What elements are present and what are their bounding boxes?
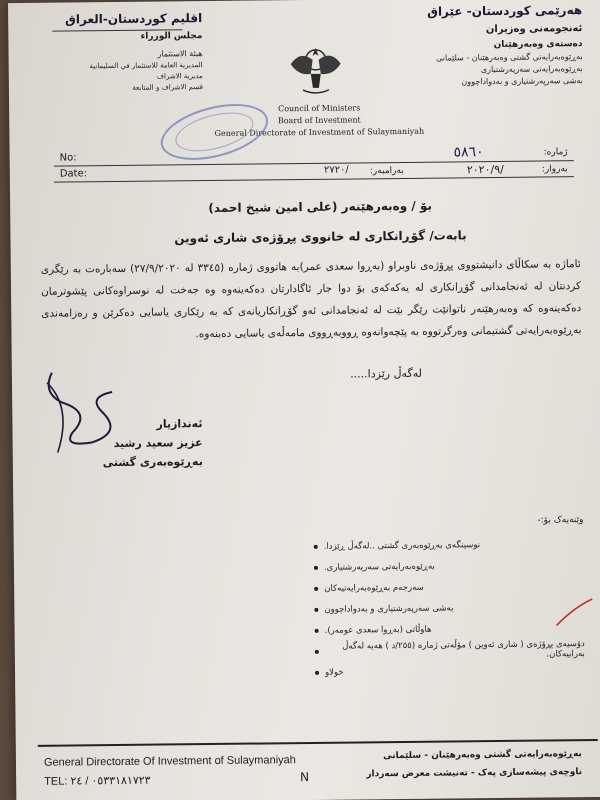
dept2-kurdish: بەڕێوەبەرایەتی سەرپەرشتیاری	[480, 64, 583, 75]
footer-address-kurdish: ناوچەی پیشەسازی پەک - تەنیشت معرض سەردار	[366, 767, 583, 780]
number-value: ٥٨٦٠	[453, 144, 484, 161]
dept2-arabic: مديرية الاشراف	[156, 72, 203, 81]
list-item: خولاو	[315, 659, 585, 683]
recipient-line: بۆ / وەبەرهێنەر (علی امین شیخ احمد)	[208, 198, 432, 216]
date-value-kurdish: ٢٠٢٠/٩/	[466, 162, 504, 177]
copies-heading: وێنەیەک بۆ:-	[537, 515, 584, 526]
kurdistan-emblem-icon	[280, 30, 351, 101]
footer-telephone: TEL: ٠٥٣٣١٨١٧٢٣ / ٢٤	[44, 774, 151, 788]
board-kurdish: دەستەی وەبەرهێنان	[493, 39, 583, 51]
footer-directorate-english: General Directorate Of Investment of Sulaymaniyah	[43, 754, 296, 769]
region-arabic: اقليم كوردستان-العراق	[65, 11, 203, 27]
no-label: No:	[59, 152, 77, 164]
dept3-arabic: قسم الاشراف و المتابعة	[132, 83, 203, 92]
header-kurdish	[382, 3, 583, 87]
bullet-icon	[314, 607, 318, 611]
bullet-icon	[315, 628, 319, 632]
region-kurdish: هەرێمی کوردستان- عێراق	[427, 3, 583, 19]
date-value-kurdish-2: ٢٧٢٠/	[323, 164, 349, 176]
signatory-position: بەڕێوەبەری گشتی	[102, 455, 203, 470]
signatory-title: ئەندازیار	[156, 417, 203, 431]
board-english: Board of Investment	[277, 115, 361, 126]
dept1-kurdish: بەڕێوەبەرایەتی گشتی وەبەرهێنان - سلێمانی	[436, 52, 583, 63]
list-item: هاوڵاتی (بەڕوا سعدی عومەر).	[314, 617, 584, 641]
letter-body: ئاماژە بە سکاڵای دانیشتووی پڕۆژەی ناوبراو (بەڕوا سعدی عمر)بە هاتووی ژمارە (٣٣٤٥ لە ٢٧/٩/٢٠٢٠) سەبارەت بە رێگری کردنتان لە ئەنجامدانی گۆڕانکاری لە یەکەکەی بۆ دوا جار ئاگادارتان دەکەینەوە وە جەخت لە نوسراوەکانی پێشوترمان دەکەینەوە کە وەبەرهێنەر ناتوانێت رێگر بێت لە ئەنجامدانی ئەو گۆڕانکاریانەی کە بە رێکاری یاسایی دەکرێن و رەزامەندی بەڕێوەبەرایەتی گشتیمانی وەرگرتووە بە پێچەوانەوە ڕووبەڕووی مامەڵەی یاسایی دەبنەوە.	[40, 258, 582, 341]
bullet-icon	[315, 649, 319, 653]
bullet-icon	[314, 586, 318, 590]
list-item: بەشی سەرپەرشتیاری و بەدواداچوون	[314, 596, 584, 620]
signatory-name: عزیز سعید رشید	[113, 436, 203, 451]
dept3-kurdish: بەشی سەرپەرشتیاری و بەدواداچوون	[461, 76, 583, 87]
bullet-icon	[314, 565, 318, 569]
date-label-kurdish: بەروار:	[541, 164, 568, 175]
list-item: بەڕێوەبەرایەتی سەرپەرشتیاری.	[314, 554, 584, 578]
list-item: دۆسیەی پڕۆژەی ( شاری ئەوین ) مۆڵەتی ژمارە (٢٥٥/د ) هەیە لەگەڵ بەراییەکان.	[315, 638, 585, 662]
council-english: Council of Ministers	[278, 103, 361, 114]
directorate-english: General Directorate of Investment of Sulaymaniyah	[214, 126, 425, 138]
red-pen-mark-icon	[554, 597, 594, 627]
list-item: سەرجەم بەڕێوەبەرایەتیەکان	[314, 575, 584, 599]
dept1-arabic: المديرية العامة للاستثمار في السليمانية	[89, 61, 203, 71]
date-label-kurdish-2: بەرامبەر:	[369, 165, 404, 177]
footer-n-mark: N	[300, 769, 310, 785]
footer-divider	[38, 739, 598, 747]
bullet-icon	[315, 670, 319, 674]
letter-page	[8, 0, 600, 800]
regards-line: لەگەڵ رێزدا.....	[350, 366, 422, 381]
copies-list	[314, 533, 586, 683]
date-label: Date:	[59, 168, 88, 180]
signature-block	[52, 417, 203, 476]
number-label-kurdish: ژمارە:	[543, 147, 568, 158]
bullet-icon	[314, 544, 318, 548]
header-arabic	[52, 11, 203, 93]
council-arabic: مجلس الوزراء	[140, 31, 203, 42]
board-arabic: هيئة الاستثمار	[157, 49, 203, 59]
footer-directorate-kurdish: بەڕێوەبەرایەتی گشتی وەبەرهێنان - سلێمانی	[383, 749, 582, 762]
subject-line: بابەت/ گۆڕانکاری لە خانووی پڕۆژەی شاری ئەوین	[174, 228, 467, 246]
council-kurdish: ئەنجومەنی وەزیران	[485, 23, 583, 36]
list-item: نوسینگەی بەڕێوەبەری گشتی ..لەگەڵ ڕێزدا.	[314, 533, 584, 557]
